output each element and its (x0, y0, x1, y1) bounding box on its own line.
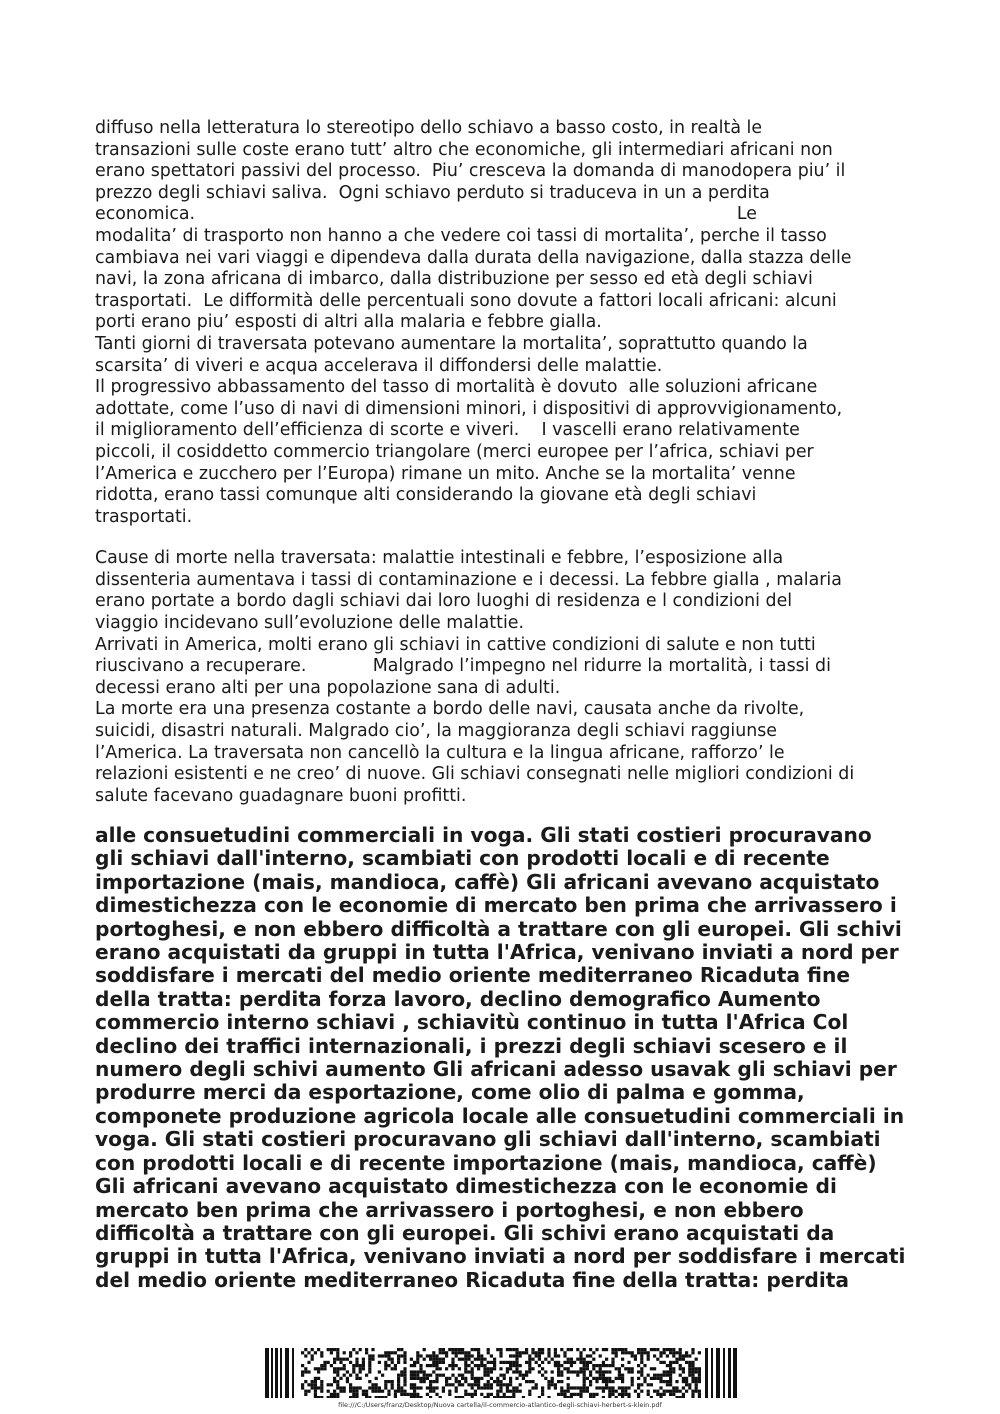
paragraph-gap (95, 528, 907, 548)
body-text (95, 118, 907, 807)
paragraph-causes-of-death: Cause di morte nella traversata: malattie intestinali e febbre, l’esposizione alla dissenteria aumentava i tassi di contaminazione e i decessi. La febbre gialla , malaria erano portate a bordo dagli schiavi dai loro luoghi di residenza e l condizioni del viaggio incidevano sull’evoluzione delle malattie. Arrivati in America, molti erano gli schiavi in cattive condizioni di salute e non tutti riuscivano a recuperare. Malgrado l’impegno nel ridurre la mortalità, i tassi di decessi erano alti per una popolazione sana di adulti. La morte era una presenza costante a bordo delle navi, causata anche da rivolte, suicidi, disastri naturali. Malgrado cio’, la maggioranza degli schiavi raggiunse l’America. La traversata non cancellò la cultura e la lingua africane, rafforzo’ le relazioni esistenti e ne creo’ di nuove. Gli schiavi consegnati nelle migliori condizioni di salute facevano guadagnare buoni profitti. (95, 548, 855, 806)
barcode-image (265, 1348, 737, 1398)
footer-file-path: file:///C:/Users/franz/Desktop/Nuova cartella/il-commercio-atlantico-degli-schiavi-herbert-s-klein.pdf (338, 1401, 662, 1409)
bold-paragraph: alle consuetudini commerciali in voga. Gli stati costieri procuravano gli schiavi dall'interno, scambiati con prodotti locali e di recente importazione (mais, mandioca, caffè) Gli africani avevano acquistato dimestichezza con le economie di mercato ben prima che arrivassero i portoghesi, e non ebbero difficoltà a trattare con gli europei. Gli schivi erano acquistati da gruppi in tutta l'Africa, venivano inviati a nord per soddisfare i mercati del medio oriente mediterraneo Ricaduta fine della tratta: perdita forza lavoro, declino demografico Aumento commercio interno schiavi , schiavitù continuo in tutta l'Africa Col declino dei traffici internazionali, i prezzi degli schiavi scesero e il numero degli schivi aumento Gli africani adesso usavak gli schiavi per produrre merci da esportazione, come olio di palma e gomma, componete produzione agricola locale alle consuetudini commerciali in voga. Gli stati costieri procuravano gli schiavi dall'interno, scambiati con prodotti locali e di recente importazione (mais, mandioca, caffè) Gli africani avevano acquistato dimestichezza con le economie di mercato ben prima che arrivassero i portoghesi, e non ebbero difficoltà a trattare con gli europei. Gli schivi erano acquistati da gruppi in tutta l'Africa, venivano inviati a nord per soddisfare i mercati del medio oriente mediterraneo Ricaduta fine della tratta: perdita (95, 823, 906, 1292)
paragraph-mortality: diffuso nella letteratura lo stereotipo dello schiavo a basso costo, in realtà le transazioni sulle coste erano tutt’ altro che economiche, gli intermediari africani non erano spettatori passivi del processo. Piu’ cresceva la domanda di manodopera piu’ il prezzo degli schiavi saliva. Ogni schiavo perduto si traduceva in un a perdita economica. Le modalita’ di trasporto non hanno a che vedere coi tassi di mortalita’, perche il tasso cambiava nei vari viaggi e dipendeva dalla durata della navigazione, dalla stazza delle navi, la zona africana di imbarco, dalla distribuzione per sesso ed età degli schiavi trasportati. Le difformità delle percentuali sono dovute a fattori locali africani: alcuni porti erano piu’ esposti di altri alla malaria e febbre gialla. Tanti giorni di traversata potevano aumentare la mortalita’, soprattutto quando la scarsita’ di viveri e acqua accelerava il diffondersi delle malattie. Il progressivo abbassamento del tasso di mortalità è dovuto alle soluzioni africane adottate, come l’uso di navi di dimensioni minori, i dispositivi di approvvigionamento, il miglioramento dell’efficienza di scorte e viveri. I vascelli erano relativamente piccoli, il cosiddetto commercio triangolare (merci europee per l’africa, schiavi per l’America e zucchero per l’Europa) rimane un mito. Anche se la mortalita’ venne ridotta, erano tassi comunque alti considerando la giovane età degli schiavi trasportati. (95, 118, 852, 527)
bold-text-block (95, 824, 907, 1292)
